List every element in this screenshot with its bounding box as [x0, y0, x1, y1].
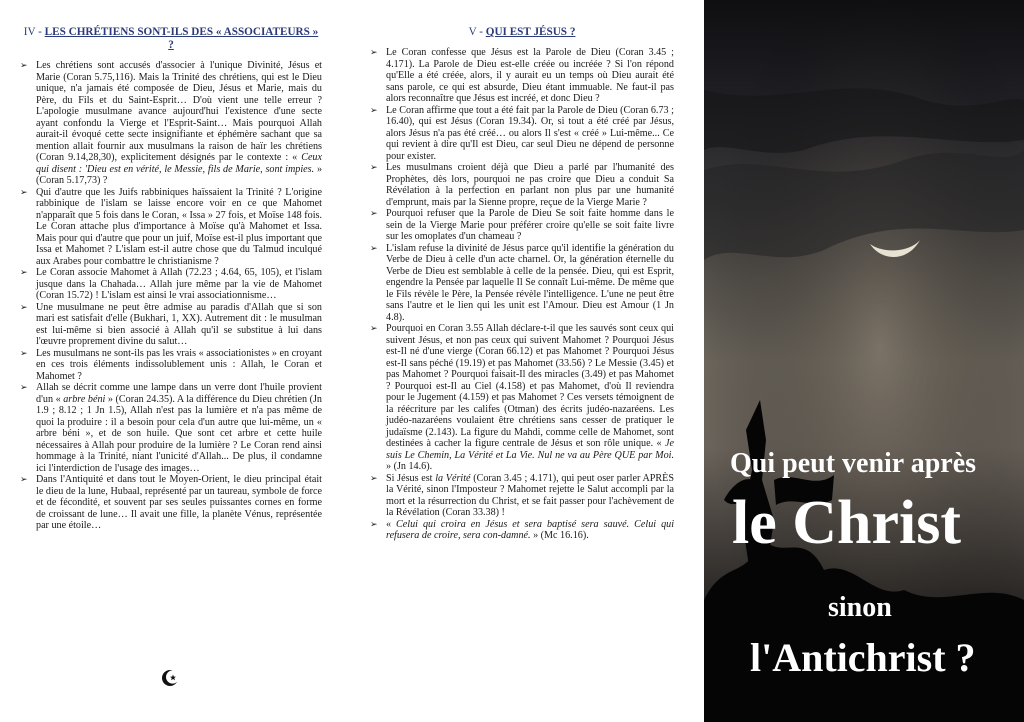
- item-quote: Je suis Le Chemin, La Vérité et La Vie. Nul ne va au Père QUE par Moi.: [386, 438, 674, 461]
- arrow-bullet-icon: ➢: [370, 242, 378, 253]
- item-text-tail: » (Mc 16.16).: [530, 530, 589, 541]
- cover-title-line-2: le Christ: [732, 489, 962, 557]
- arrow-bullet-icon: ➢: [370, 208, 378, 218]
- list-item: [370, 208, 674, 243]
- list-item: [370, 47, 674, 105]
- item-text-tail: » (Jn 14.6).: [386, 461, 433, 472]
- section-4-title: LES CHRÉTIENS SONT-ILS DES « ASSOCIATEURS » ?: [44, 26, 319, 51]
- item-quote: la Vérité: [435, 472, 471, 484]
- arrow-bullet-icon: ➢: [20, 267, 28, 277]
- section-5-number: V -: [468, 26, 486, 38]
- item-quote: arbre béni: [63, 393, 106, 405]
- item-text-tail: » (Coran 24.35). A la différence du Dieu chrétien (Jn 1.9 ; 8.12 ; 1 Jn 1.5), Allah n'est pas la lumière et n'a pas même de quoi la produire : il a besoin pour cela d'un autre que lui-même, un « arbre béni », et de son huile. Que sont cet arbre et cette huile nécessaires à Allah pour produire de la lumière ? Le Coran rend ainsi hommage à la Trinité, niant l'unicité d'Allah... De plus, il condamne ici l'interdiction de l'usage des images…: [36, 393, 322, 474]
- cover-title-line-3: sinon: [828, 592, 892, 623]
- arrow-bullet-icon: ➢: [370, 323, 378, 333]
- arrow-bullet-icon: ➢: [370, 47, 378, 57]
- arrow-bullet-icon: ➢: [20, 474, 28, 484]
- item-quote: Celui qui croira en Jésus et sera baptisé sera sauvé. Celui qui refusera de croire, sera con-damné.: [386, 518, 675, 541]
- section-5-title: QUI EST JÉSUS ?: [485, 26, 576, 38]
- cover-panel: [704, 0, 1024, 722]
- list-item: [370, 243, 674, 324]
- arrow-bullet-icon: ➢: [370, 104, 378, 115]
- list-item: [20, 474, 322, 532]
- arrow-bullet-icon: ➢: [370, 472, 378, 483]
- section-4-column: [0, 0, 352, 722]
- list-item: [370, 519, 674, 542]
- list-item: [20, 267, 322, 302]
- section-4-number: IV -: [23, 26, 45, 38]
- section-4-list: [20, 60, 322, 532]
- arrow-bullet-icon: ➢: [20, 60, 28, 70]
- list-item: [370, 323, 674, 473]
- item-text: Allah se décrit comme une lampe dans un verre dont l'huile provient d'un «: [36, 382, 322, 405]
- list-item: [370, 473, 674, 519]
- item-text: Les musulmans ne sont-ils pas les vrais « associationistes » en croyant en ces trois éléments indissolublement unis : Allah, le Coran et Mahomet ?: [36, 347, 322, 382]
- cover-title-line-4: l'Antichrist ?: [750, 635, 976, 680]
- list-item: [20, 187, 322, 268]
- arrow-bullet-icon: ➢: [370, 518, 378, 529]
- item-text: Dans l'Antiquité et dans tout le Moyen-Orient, le dieu principal était le dieu de la lune, Hubaal, représenté par un taureau, symbole de force et de fécondité, et souvent par ses seules puissantes cornes en forme de croissant de lune… Il avait une fille, la planète Vénus, représentée par une étoile…: [36, 474, 322, 531]
- item-text: «: [386, 518, 397, 530]
- item-text: Une musulmane ne peut être admise au paradis d'Allah que si son mari est satisfait d'elle (Bukhari, 1, XX). Autrement dit : le musulman est lui-même si bien associé à Allah qu'il se substitue à lui dans l'œuvre proprement divine du salut…: [36, 301, 322, 347]
- list-item: [370, 105, 674, 163]
- item-text: Le Coran affirme que tout a été fait par la Parole de Dieu (Coran 6.73 ; 16.40), qui est Jésus (Coran 19.34). Or, si tout a été créé par Jésus, alors Jésus n'a pas été créé… ou alors Il s'est « créé » Lui-même... Ce qui revient à dire qu'Il est Dieu, car seul Dieu ne dépend de personne pour exister.: [386, 104, 674, 162]
- item-text: Les chrétiens sont accusés d'associer à l'unique Divinité, Jésus et Marie (Coran 5.75,116). Mais la Trinité des chrétiens, qui est le Dieu unique, n'a jamais été composée de Dieu, Jésus et Marie, mais du Père, du Fils et du Saint-Esprit… D'où vient une telle erreur ? L'apologie musulmane avance aujourd'hui l'existence d'une secte ayant confondu la Vierge et l'Esprit-Saint… Mais pourquoi Allah aurait-il évoqué cette secte insignifiante et éphémère sachant que sa mention allait fournir aux musulmans la raison de haïr les chrétiens (Coran 9.14,28,30), explicitement désignés par le contexte : «: [36, 60, 322, 163]
- crescent-star-icon: [160, 668, 180, 688]
- item-text: Si Jésus est: [386, 472, 436, 484]
- item-text: Pourquoi refuser que la Parole de Dieu Se soit faite homme dans le sein de la Vierge Marie pour préférer croire qu'elle se soit faite livre sur les omoplates d'un chameau ?: [386, 208, 674, 242]
- list-item: [20, 348, 322, 383]
- item-text: Le Coran associe Mahomet à Allah (72.23 ; 4.64, 65, 105), et l'islam jusque dans la Chahada… Allah jure même par la vie de Mahomet (Coran 15.72) ! L'islam est ainsi le vrai associationnisme…: [36, 267, 322, 301]
- section-5-heading: [370, 26, 674, 39]
- list-item: [20, 302, 322, 348]
- list-item: [20, 382, 322, 474]
- cover-title-line-1: Qui peut venir après: [730, 448, 977, 479]
- item-text: Qui d'autre que les Juifs rabbiniques haïssaient la Trinité ? L'origine rabbinique de l'islam se laisse encore voir en ce que Mahomet n'apparaît que 5 fois dans le Coran, « Issa » 27 fois, et Moïse 148 fois. Le Coran attache plus d'importance à Moïse qu'à Mahomet et Issa. Mais pour qui d'autre que pour un juif, Moïse est-il plus important que Issa et Mahomet ? L'islam est-il autre chose que du Talmud inculqué aux Arabes pour combattre le christianisme ?: [36, 186, 322, 267]
- item-text: Les musulmans croient déjà que Dieu a parlé par l'humanité des Prophètes, dès lors, pourquoi ne pas croire que Dieu a conduit Sa Révélation à la perfection en parlant non plus par une humanité d'emprunt, mais par la Sienne propre, reçue de la Vierge Marie ?: [386, 162, 674, 208]
- item-text: Pourquoi en Coran 3.55 Allah déclare-t-il que les sauvés sont ceux qui suivent Jésus, et non pas ceux qui suivent Mahomet ? Pourquoi Jésus est-Il né d'une vierge (Coran 66.12) et pas Mahomet ? Pourquoi Jésus est-Il sans péché (19.19) et pas Mahomet (33.56) ? Le Messie (3.45) et pas Mahomet ? Pourquoi faisait-Il des miracles (3.49) et pas Mahomet ? Pourquoi est-Il au Ciel (4.158) et pas Mahomet, d'où Il reviendra pour le Jugement (4.159) et pas Mahomet ? Ces versets témoignent de la réécriture par les califes (Otman) des écrits judéo-nazaréens. Les judéo-nazaréens voulaient être chrétiens sans cesser de pratiquer le judaïsme (2.143). La figure du Mahdi, comme celle de Mahomet, sont destinées à cacher la figure centrale de Jésus et son rôle unique. «: [386, 323, 674, 449]
- arrow-bullet-icon: ➢: [20, 382, 28, 392]
- item-text-tail: » (Coran 5.17,73) ?: [36, 163, 323, 186]
- section-4-heading: [20, 26, 322, 52]
- section-5-column: [352, 0, 704, 722]
- arrow-bullet-icon: ➢: [20, 347, 28, 358]
- section-5-list: [370, 47, 674, 542]
- list-item: [20, 60, 322, 187]
- item-text-tail: (Coran 3.45 ; 4.171), qui peut oser parler APRÈS la Vérité, sinon l'Imposteur ? Mahomet rejette le Salut accompli par la mort et la résurrection du Christ, et se fait passer pour l'achèvement de la Révélation (Coran 33.38) !: [386, 472, 674, 518]
- arrow-bullet-icon: ➢: [370, 162, 378, 172]
- item-text: L'islam refuse la divinité de Jésus parce qu'il identifie la génération du Verbe de Dieu à celle d'un acte charnel. Or, la génération éternelle du Verbe de Dieu est semblable à celle de la pensée. Dieu, qui est Esprit, engendre la Pensée par laquelle Il Se connaît Lui-même. De même que le Fils révèle le Père, la Pensée révèle l'intelligence. L'une ne peut être sans l'autre et le lien qui les unit est l'Amour. Dieu est Amour (1 Jn 4.8).: [386, 242, 674, 323]
- arrow-bullet-icon: ➢: [20, 301, 28, 312]
- list-item: [370, 162, 674, 208]
- arrow-bullet-icon: ➢: [20, 186, 28, 197]
- item-text: Le Coran confesse que Jésus est la Parole de Dieu (Coran 3.45 ; 4.171). La Parole de Dieu est-elle créée ou incréée ? Si l'on répond qu'Elle a été créée, alors, il y aurait eu un temps où Dieu aurait été sans parole, ce qui est absurde, Dieu étant immuable. Ne faut-il pas alors reconnaître que Jésus est incréé, et donc Dieu ?: [386, 47, 674, 104]
- item-quote: Ceux qui disent : 'Dieu est en vérité, le Messie, fils de Marie, sont impies.: [36, 152, 322, 175]
